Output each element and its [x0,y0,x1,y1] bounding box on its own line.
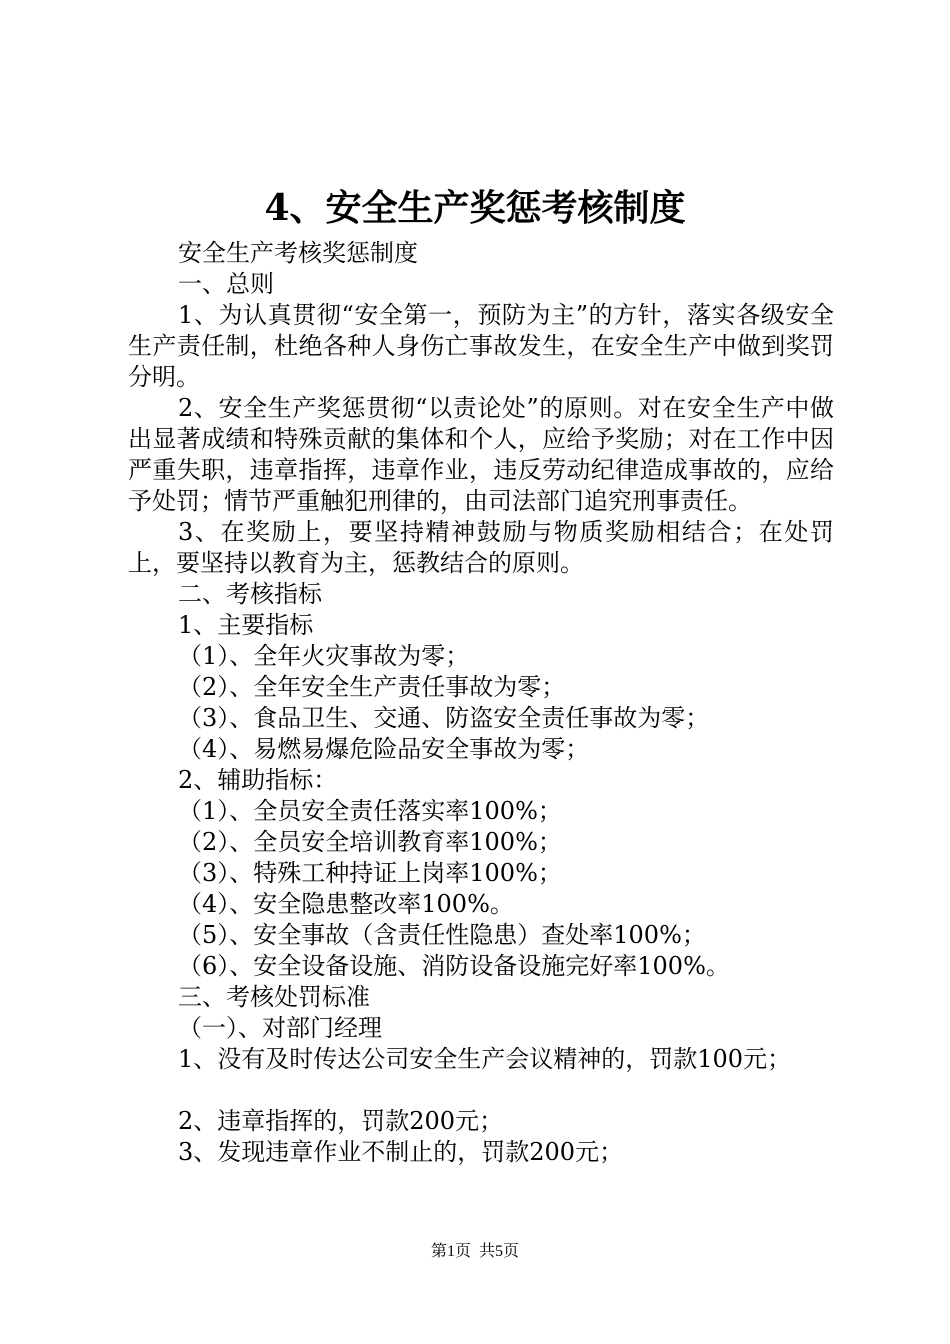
auxiliary-indicator-item: （1）、全员安全责任落实率100%； [178,797,562,825]
auxiliary-indicator-item: （5）、安全事故（含责任性隐患）查处率100%； [178,921,706,949]
page-number-footer: 第1页 共5页 [430,1243,519,1260]
auxiliary-indicator-item: （4）、安全隐患整改率100%。 [178,890,514,918]
penalty-item: 1、没有及时传达公司安全生产会议精神的，罚款100元； [178,1045,792,1073]
main-indicator-item: （1）、全年火灾事故为零； [178,642,470,670]
main-indicator-item: （2）、全年安全生产责任事故为零； [178,673,566,701]
auxiliary-indicator-item: （6）、安全设备设施、消防设备设施完好率100%。 [178,952,730,980]
section-heading-general: 一、总则 [178,270,274,298]
document-body [128,238,834,1168]
auxiliary-indicators-heading: 2、辅助指标： [178,766,338,794]
auxiliary-indicator-item: （2）、全员安全培训教育率100%； [178,828,562,856]
section-heading-indicators: 二、考核指标 [178,580,322,608]
main-indicator-item: （3）、食品卫生、交通、防盗安全责任事故为零； [178,704,710,732]
auxiliary-indicator-item: （3）、特殊工种持证上岗率100%； [178,859,562,887]
penalty-subsection-heading: （一）、对部门经理 [178,1014,382,1042]
penalty-item: 3、发现违章作业不制止的，罚款200元； [178,1138,624,1166]
paragraph-gap [128,1075,834,1106]
section-heading-penalties: 三、考核处罚标准 [178,983,370,1011]
general-rule-1: 1、为认真贯彻“安全第一，预防为主”的方针，落实各级安全生产责任制，杜绝各种人身伤亡事故发生，在安全生产中做到奖罚分明。 [128,301,834,391]
penalty-item: 2、违章指挥的，罚款200元； [178,1107,504,1135]
general-rule-2: 2、安全生产奖惩贯彻“以责论处”的原则。对在安全生产中做出显著成绩和特殊贡献的集体和个人，应给予奖励；对在工作中因严重失职，违章指挥，违章作业，违反劳动纪律造成事故的，应给予处罚；情节严重触犯刑律的，由司法部门追究刑事责任。 [128,394,834,515]
document-title: 4、安全生产奖惩考核制度 [264,187,686,229]
main-indicators-heading: 1、主要指标 [178,611,314,639]
subtitle-paragraph: 安全生产考核奖惩制度 [178,239,418,267]
general-rule-3: 3、在奖励上，要坚持精神鼓励与物质奖励相结合；在处罚上，要坚持以教育为主，惩教结合的原则。 [128,518,834,577]
main-indicator-item: （4）、易燃易爆危险品安全事故为零； [178,735,590,763]
